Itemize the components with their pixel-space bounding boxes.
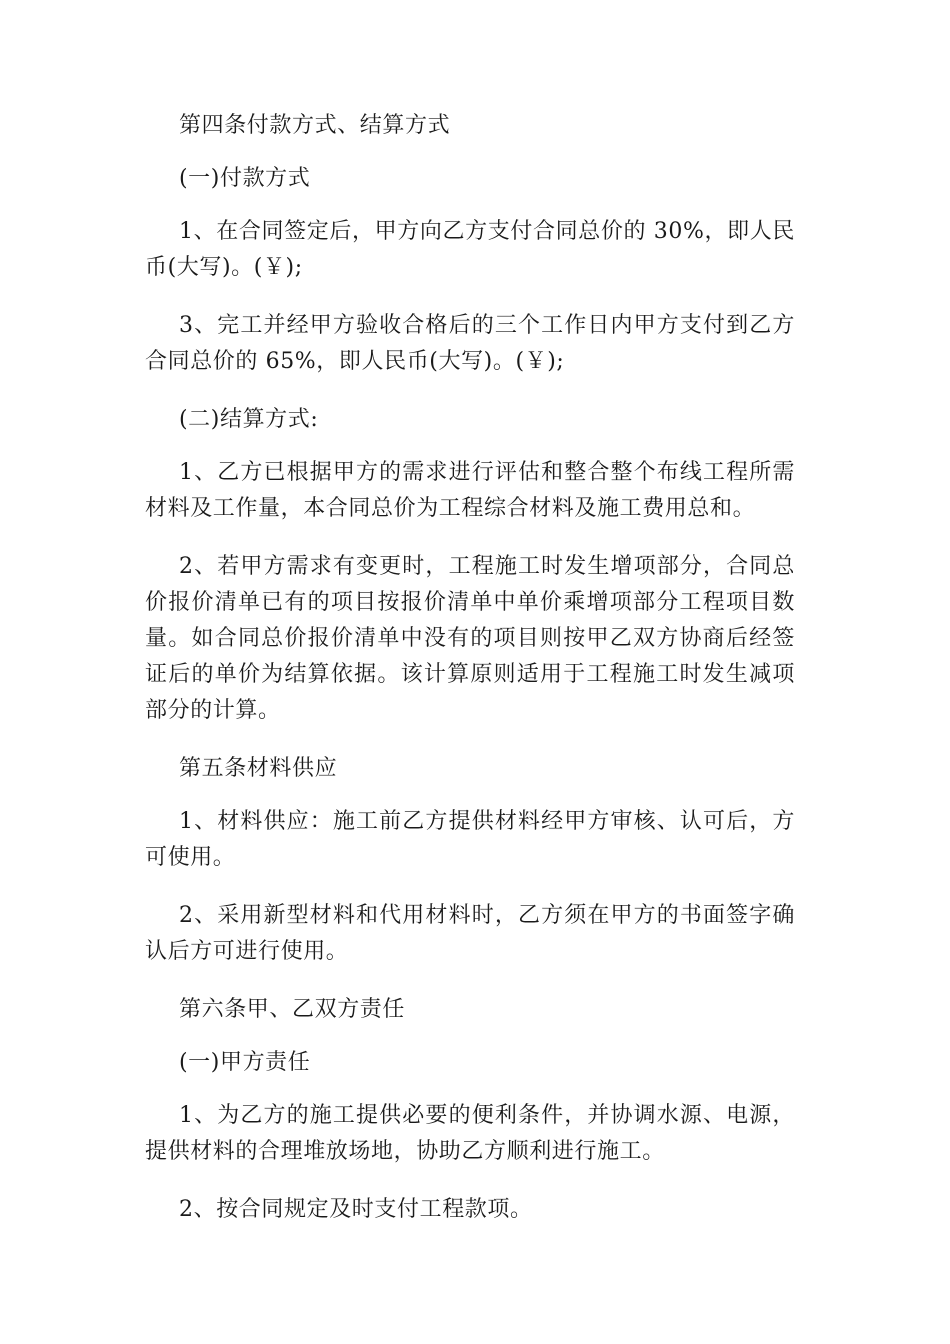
party-a-clause-1: 1、为乙方的施工提供必要的便利条件，并协调水源、电源，提供材料的合理堆放场地，协助乙方顺利进行施工。	[145, 1103, 795, 1164]
material-clause-1: 1、材料供应：施工前乙方提供材料经甲方审核、认可后，方可使用。	[145, 809, 795, 870]
payment-clause-1: 1、在合同签定后，甲方向乙方支付合同总价的 30%，即人民币(大写)。(￥);	[145, 219, 795, 280]
settlement-clause-1: 1、乙方已根据甲方的需求进行评估和整合整个布线工程所需材料及工作量，本合同总价为工程综合材料及施工费用总和。	[145, 460, 795, 521]
section-party-a-responsibility-heading: (一)甲方责任	[179, 1050, 311, 1075]
document-page	[145, 108, 795, 1250]
article-5-heading: 第五条材料供应	[179, 756, 338, 781]
settlement-clause-2: 2、若甲方需求有变更时，工程施工时发生增项部分，合同总价报价清单已有的项目按报价清单中单价乘增项部分工程项目数量。如合同总价报价清单中没有的项目则按甲乙双方协商后经签证后的单价为结算依据。该计算原则适用于工程施工时发生减项部分的计算。	[145, 554, 795, 723]
party-a-clause-2: 2、按合同规定及时支付工程款项。	[179, 1197, 533, 1222]
article-6-heading: 第六条甲、乙双方责任	[179, 997, 406, 1022]
payment-clause-3: 3、完工并经甲方验收合格后的三个工作日内甲方支付到乙方合同总价的 65%，即人民币(大写)。(￥);	[145, 313, 795, 374]
material-clause-2: 2、采用新型材料和代用材料时，乙方须在甲方的书面签字确认后方可进行使用。	[145, 903, 795, 964]
article-4-heading: 第四条付款方式、结算方式	[179, 113, 451, 138]
section-payment-method-heading: (一)付款方式	[179, 166, 311, 191]
section-settlement-method-heading: (二)结算方式:	[179, 407, 319, 432]
